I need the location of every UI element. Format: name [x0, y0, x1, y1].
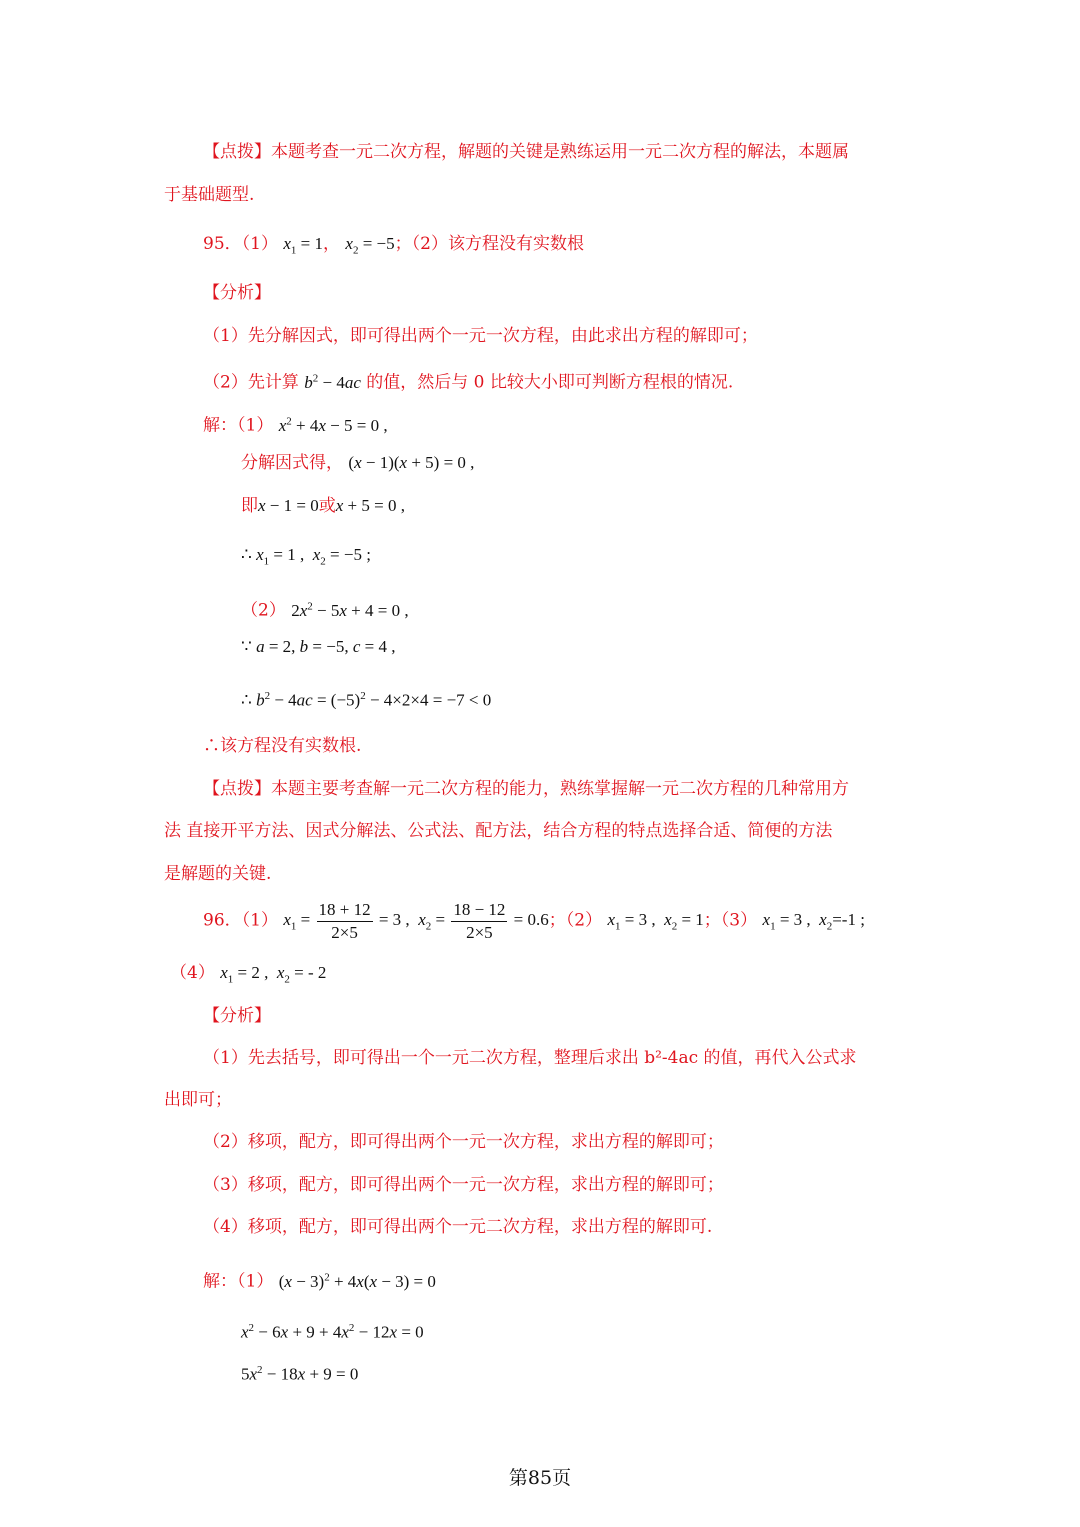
part-4-roots: $x_1 = 2$ , $x_2$ = - 2: [220, 963, 327, 986]
tip-paragraph-1: [203, 141, 849, 163]
analysis-step-2-b: 的值，然后与 0 比较大小即可判断方程根的情况.: [366, 372, 734, 393]
solution-label: 解：（1）: [203, 415, 274, 436]
question-96-part4: [170, 962, 326, 990]
question-95-answer: [203, 233, 584, 261]
question-number: 95．: [203, 234, 242, 254]
tip-paragraph-2: [203, 778, 849, 800]
equation-96-3: $5x^2 - 18x + 9 = 0$: [241, 1364, 359, 1384]
tip-text: 本题考查一元二次方程，解题的关键是熟练运用一元二次方程的解法，本题属: [271, 142, 849, 162]
tip-paragraph-2-line3: 是解题的关键.: [164, 864, 272, 884]
answer-x2: $x_2 = -5$: [345, 234, 395, 257]
analysis-step-1: （1）先分解因式，即可得出两个一元一次方程，由此求出方程的解即可；: [203, 326, 758, 346]
solution-96-line1: [203, 1266, 436, 1293]
equation-1: $x^2 + 4x - 5 = 0$ ,: [278, 415, 388, 435]
part-4-label: （4）: [170, 963, 215, 983]
solution-label: 解：（1）: [203, 1271, 274, 1292]
tip-paragraph-1-line2: 于基础题型.: [164, 185, 255, 205]
discriminant-expr: $b^2 - 4ac$: [304, 372, 361, 392]
ji-text: 即: [241, 496, 258, 516]
analysis-step-2-a: （2）先计算: [203, 372, 299, 393]
factor-text: 分解因式得，: [241, 453, 343, 473]
equation-96-2: $x^2 - 6x + 9 + 4x^2 - 12x = 0$: [241, 1322, 424, 1342]
analysis-step-2: [203, 367, 733, 394]
part-3-roots: $x_1 = 3$ , $x_2=-1$ ;: [762, 910, 865, 933]
eq-b: x + 5 = 0 ,: [335, 496, 405, 515]
part-3-label: ；（3）: [703, 910, 758, 931]
analysis2-step-2: （2）移项，配方，即可得出两个一元一次方程，求出方程的解即可；: [203, 1132, 724, 1152]
separator: ，: [323, 234, 341, 254]
analysis2-step-4: （4）移项，配方，即可得出两个一元二次方程，求出方程的解即可.: [203, 1217, 713, 1237]
solution-95-split: [241, 495, 405, 517]
x1-formula: $x_1$ = $\frac{18 + 12}{2\times 5}$ = 3 , $x_2$ = $\frac{18 - 12}{2\times 5}$ = 0.6: [283, 900, 549, 942]
solution-95-line1: [203, 410, 388, 437]
part-label: （1）: [241, 234, 278, 254]
analysis2-step-1: （1）先去括号，即可得出一个一元二次方程，整理后求出 b²-4ac 的值，再代入公式求: [203, 1048, 857, 1068]
solution-95-factor: [241, 452, 474, 474]
conclusion: ∴该方程没有实数根.: [203, 736, 362, 756]
page-number: 第85页: [508, 1467, 572, 1489]
equation-96-1: $(x - 3)^2 + 4x(x - 3) = 0$: [278, 1271, 436, 1291]
coefficients: ∵ a = 2, b = −5, c = 4 ,: [241, 637, 396, 656]
answer-part-2: ；（2）该方程没有实数根: [394, 234, 584, 254]
huo-text: 或: [318, 496, 336, 516]
tip-bracket: 【点拨】: [203, 779, 271, 799]
tip-bracket: 【点拨】: [203, 142, 271, 162]
analysis-title-2: 【分析】: [203, 1006, 271, 1026]
discriminant-calc: ∴ $b^2 - 4ac = (-5)^2 - 4\times 2\times 4 = -7 < 0$: [241, 690, 492, 710]
equation-2: $2x^2 - 5x + 4 = 0$ ,: [291, 600, 409, 620]
analysis2-step-1-line2: 出即可；: [164, 1090, 232, 1110]
analysis2-step-3: （3）移项，配方，即可得出两个一元一次方程，求出方程的解即可；: [203, 1175, 724, 1195]
answer-x1: $x_1 = 1$: [283, 234, 324, 257]
question-number: 96．（1）: [203, 910, 278, 931]
question-96-answer: [203, 899, 865, 944]
solution-95-part2: [241, 595, 409, 622]
solution-95-roots: ∴ $x_1 = 1$ , $x_2 = -5$ ;: [241, 545, 371, 568]
part2-label: （2）: [241, 600, 286, 621]
eq-a: x − 1 = 0: [258, 496, 319, 515]
tip-text: 本题主要考查解一元二次方程的能力，熟练掌握解一元二次方程的几种常用方: [271, 779, 849, 799]
part-2-roots: $x_1 = 3$ , $x_2 = 1$: [607, 910, 704, 933]
factored-expr: (x − 1)(x + 5) = 0 ,: [348, 453, 475, 472]
analysis-title: 【分析】: [203, 283, 271, 303]
tip-paragraph-2-line2: 法 直接开平方法、因式分解法、公式法、配方法，结合方程的特点选择合适、简便的方法: [164, 821, 833, 841]
part-2-label: ；（2）: [548, 910, 603, 931]
